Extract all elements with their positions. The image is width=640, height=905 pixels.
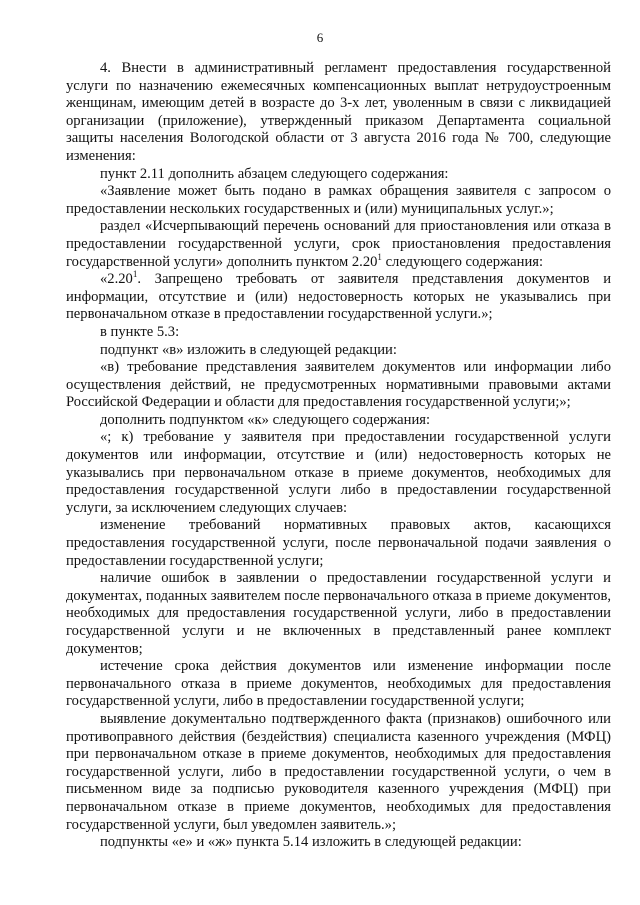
text-run: раздел «Исчерпывающий перечень оснований для приостановления или отказа в предоставлении государственной услуги, срок приостановления предоставления государственной услуги» дополнить пунктом 2.20 (66, 218, 611, 270)
superscript: 1 (132, 269, 138, 280)
paragraph-quote-v: «в) требование представления заявителем документов или информации либо осуществления действий, не предусмотренных нормативными правовыми актами Российской Федерации и области для предоставления государственной услуги;»; (66, 359, 611, 411)
text-run: следующего содержания: (385, 253, 544, 270)
paragraph-case-errors: наличие ошибок в заявлении о предоставлении государственной услуги и документах, поданных заявителем после первоначального отказа в приеме документов, необходимых для предоставления государственной услуги, либо в предоставлении государственной услуги и не включенных в представленный ранее комплект документов; (66, 570, 611, 657)
paragraph-item-4: 4. Внести в административный регламент предоставления государственной услуги по назначению ежемесячных компенсационных выплат нетрудоустроенным женщинам, имеющим детей в возрасте до 3-х лет, уволенным в связи с ликвидацией организации (приложение), утвержденный приказом Департамента социальной защиты населения Вологодской области от 3 августа 2016 года № 700, следующие изменения: (66, 60, 611, 164)
paragraph-quote-k: «; к) требование у заявителя при предоставлении государственной услуги документов или информации, отсутствие и (или) недостоверность которых не указывались при первоначальном отказе в приеме документов, необходимых для предоставления государственной услуги либо в предоставлении государственной услуги, за исключением следующих случаев: (66, 429, 611, 516)
paragraph-case-misconduct: выявление документально подтвержденного факта (признаков) ошибочного или противоправного действия (бездействия) специалиста казенного учреждения (МФЦ) при первоначальном отказе в приеме документов, необходимых для предоставления государственной услуги, либо в предоставлении государственной услуги, о чем в письменном виде за подписью руководителя казенного учреждения (МФЦ) при первоначальном отказе в приеме документов, необходимых для предоставления государственной услуги, был уведомлен заявитель.»; (66, 710, 611, 833)
paragraph-subclause-v: подпункт «в» изложить в следующей редакции: (100, 341, 397, 358)
paragraph-quote-application: «Заявление может быть подано в рамках обращения заявителя с запросом о предоставлении нескольких государственных и (или) муниципальных услуг.»; (66, 183, 611, 217)
paragraph-section-refusal-grounds (66, 218, 611, 271)
paragraph-add-subclause-k: дополнить подпунктом «к» следующего содержания: (100, 411, 431, 428)
superscript: 1 (377, 251, 382, 262)
text-run: «2.20 (100, 271, 133, 288)
document-body (66, 60, 611, 852)
page-number: 6 (316, 30, 324, 45)
paragraph-quote-2-20-1 (66, 271, 611, 324)
paragraph-clause-2-11: пункт 2.11 дополнить абзацем следующего содержания: (100, 165, 449, 182)
text-run: . Запрещено требовать от заявителя представления документов и информации, отсутствие и (или) недостоверность которых не указывались при первоначальном отказе в предоставлении государственной услуги.»; (66, 271, 611, 323)
paragraph-clause-5-3: в пункте 5.3: (100, 323, 180, 340)
paragraph-clause-5-14: подпункты «е» и «ж» пункта 5.14 изложить в следующей редакции: (100, 834, 522, 851)
paragraph-case-requirements-change: изменение требований нормативных правовых актов, касающихся предоставления государственной услуги, после первоначальной подачи заявления о предоставлении государственной услуги; (66, 517, 611, 569)
paragraph-case-expiry: истечение срока действия документов или изменение информации после первоначального отказа в приеме документов, необходимых для предоставления государственной услуги, либо в предоставлении государственной услуги; (66, 658, 611, 710)
